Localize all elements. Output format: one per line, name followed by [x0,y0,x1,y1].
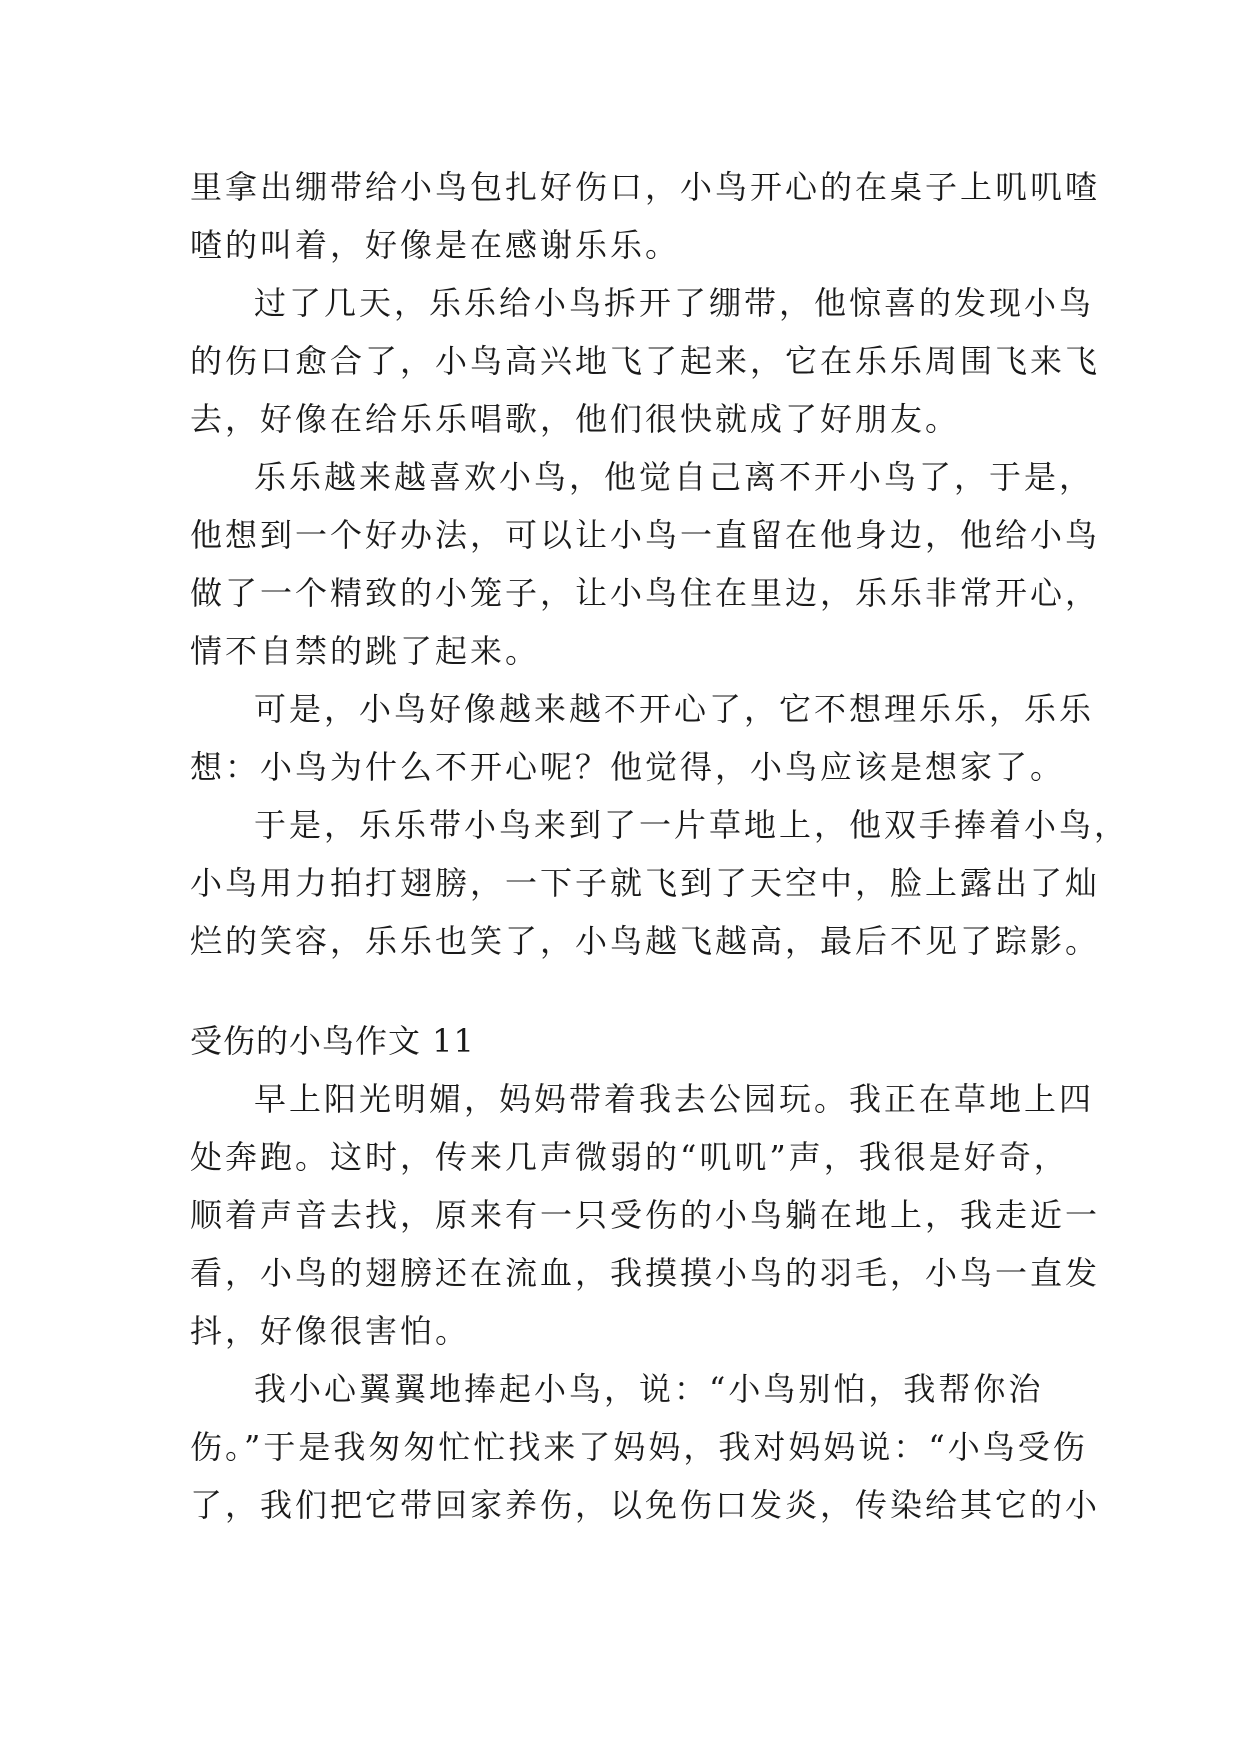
story-section-11 [190,1012,1101,1534]
paragraph-line: 处奔跑。这时，传来几声微弱的“叽叽”声，我很是好奇， [190,1138,1069,1176]
paragraph-line: 我小心翼翼地捧起小鸟，说：“小鸟别怕，我帮你治 [254,1370,1044,1408]
paragraph-line: 做了一个精致的小笼子，让小鸟住在里边，乐乐非常开心， [190,574,1101,612]
paragraph-line: 伤。”于是我匆匆忙忙找来了妈妈，我对妈妈说：“小鸟受伤 [190,1428,1088,1466]
paragraph-line: 可是，小鸟好像越来越不开心了，它不想理乐乐，乐乐 [254,690,1095,728]
paragraph-line: 想：小鸟为什么不开心呢？他觉得，小鸟应该是想家了。 [190,748,1066,786]
paragraph-line: 里拿出绷带给小鸟包扎好伤口，小鸟开心的在桌子上叽叽喳 [190,168,1101,206]
paragraph-line: 情不自禁的跳了起来。 [190,632,541,670]
paragraph-line: 了，我们把它带回家养伤，以免伤口发炎，传染给其它的小 [190,1486,1101,1524]
paragraph-line: 小鸟用力拍打翅膀，一下子就飞到了天空中，脸上露出了灿 [190,864,1101,902]
paragraph-line: 他想到一个好办法，可以让小鸟一直留在他身边，他给小鸟 [190,516,1101,554]
paragraph-line: 喳的叫着，好像是在感谢乐乐。 [190,226,681,264]
paragraph-line: 顺着声音去找，原来有一只受伤的小鸟躺在地上，我走近一 [190,1196,1101,1234]
paragraph-line: 的伤口愈合了，小鸟高兴地飞了起来，它在乐乐周围飞来飞 [190,342,1101,380]
paragraph-line: 乐乐越来越喜欢小鸟，他觉自己离不开小鸟了，于是， [254,458,1095,496]
section-title: 受伤的小鸟作文 11 [190,1022,475,1060]
paragraph-line: 去，好像在给乐乐唱歌，他们很快就成了好朋友。 [190,400,961,438]
paragraph-line: 早上阳光明媚，妈妈带着我去公园玩。我正在草地上四 [254,1080,1095,1118]
story-section-continued [190,158,1130,970]
paragraph-line: 看，小鸟的翅膀还在流血，我摸摸小鸟的羽毛，小鸟一直发 [190,1254,1101,1292]
paragraph-line: 烂的笑容，乐乐也笑了，小鸟越飞越高，最后不见了踪影。 [190,922,1101,960]
paragraph-line: 抖，好像很害怕。 [190,1312,471,1350]
paragraph-line: 过了几天，乐乐给小鸟拆开了绷带，他惊喜的发现小鸟 [254,284,1095,322]
paragraph-line: 于是，乐乐带小鸟来到了一片草地上，他双手捧着小鸟， [254,806,1130,844]
